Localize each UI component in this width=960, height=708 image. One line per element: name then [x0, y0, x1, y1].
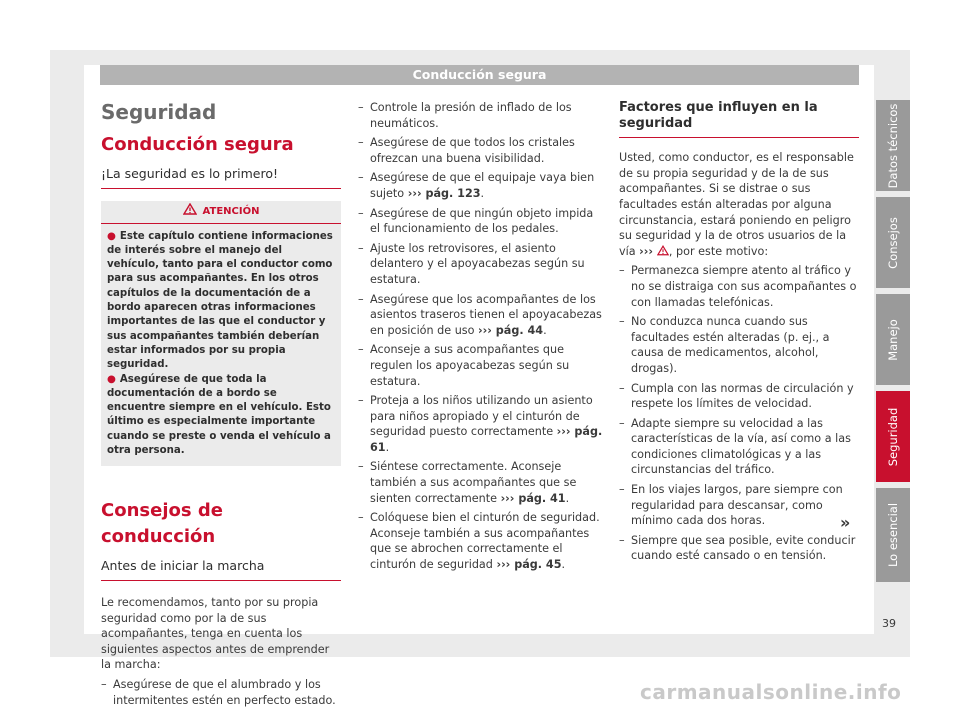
page-reference-link[interactable] — [408, 187, 481, 200]
list-item: – Asegúrese que los acompañantes de los asientos traseros tienen el apoyacabezas en posición de uso ››› pág. 44. — [358, 292, 602, 337]
section-title: Seguridad — [101, 100, 217, 124]
tab-seguridad[interactable] — [876, 391, 910, 482]
list-item — [619, 381, 859, 412]
dash-icon: – — [619, 416, 625, 430]
dash-icon: – — [358, 394, 364, 408]
dash-icon: – — [358, 343, 364, 357]
warning-body — [101, 224, 341, 459]
ref-arrow-icon: ››› — [556, 425, 571, 439]
list-item-text: Siempre que sea posible, evite conducir cuando esté cansado o en tensión. — [631, 533, 856, 563]
list-item — [619, 416, 859, 478]
dash-icon: – — [619, 315, 625, 329]
dash-icon: – — [358, 511, 364, 525]
list-item-text: Cumpla con las normas de circulación y respete los límites de velocidad. — [631, 381, 854, 411]
warning-box — [101, 201, 341, 467]
column-middle — [358, 100, 603, 573]
dash-icon: – — [358, 241, 364, 255]
list-item — [619, 314, 859, 376]
list-item-text: Asegúrese que los acompañantes de los asientos traseros tienen el apoyacabezas en posición de uso — [370, 292, 602, 337]
warning-item — [107, 373, 335, 459]
list-item: – Siéntese correctamente. Aconseje también a sus acompañantes que se sienten correctamente ››› pág. 41. — [358, 460, 577, 505]
list-item — [358, 241, 603, 288]
list-item — [358, 100, 603, 131]
column-left — [101, 98, 341, 708]
dash-icon: – — [358, 101, 364, 114]
page-reference-link[interactable] — [501, 492, 566, 505]
page-reference: pág. 123 — [425, 186, 481, 200]
tips-title: Consejos de conducción — [101, 500, 223, 548]
tab-manejo[interactable] — [876, 294, 910, 385]
dash-icon: – — [619, 381, 625, 395]
dash-icon: – — [619, 264, 625, 278]
dash-icon: – — [358, 460, 364, 474]
dash-icon: – — [101, 677, 107, 691]
list-item — [619, 482, 859, 529]
watermark: carmanualsonline.info — [640, 680, 902, 704]
list-item-text: Asegúrese de que el alumbrado y los intermitentes estén en perfecto estado. — [113, 677, 336, 707]
ref-arrow-icon: ››› — [500, 491, 515, 505]
warning-label: ATENCIÓN — [202, 205, 260, 217]
list-item-text: Colóquese bien el cinturón de seguridad. Aconseje también a sus acompañantes que se abrochen correctamente el cinturón de seguridad — [370, 511, 600, 572]
dash-icon: – — [358, 292, 364, 306]
bullet-icon: ● — [107, 373, 116, 385]
factors-intro-text: , por este motivo: — [668, 244, 769, 258]
list-item — [619, 533, 859, 564]
dash-icon: – — [358, 171, 364, 185]
list-item — [358, 342, 603, 389]
tab-lo-esencial[interactable] — [876, 488, 910, 582]
dash-icon: – — [619, 483, 625, 497]
tab-label: Lo esencial — [886, 502, 900, 568]
ref-arrow-icon: ››› — [639, 244, 653, 258]
page-reference: pág. 44 — [495, 323, 544, 337]
tips-heading: Antes de iniciar la marcha — [101, 558, 341, 581]
dash-icon: – — [619, 533, 625, 547]
tips-intro: Le recomendamos, tanto por su propia seguridad como por la de sus acompañantes, tenga en cuenta los siguientes aspectos antes de emprender la marcha: — [101, 595, 330, 672]
page-number: 39 — [882, 617, 896, 630]
tab-label: Consejos — [886, 216, 900, 269]
topic-heading: ¡La seguridad es lo primero! — [101, 166, 341, 189]
list-item-text: En los viajes largos, pare siempre con regularidad para descansar, como mínimo cada dos horas. — [631, 483, 843, 528]
list-item-text: Siéntese correctamente. Aconseje también a sus acompañantes que se sienten correctamente — [370, 460, 577, 505]
list-item-text: Permanezca siempre atento al tráfico y no se distraiga con sus acompañantes o con llamadas telefónicas. — [631, 264, 857, 309]
factors-intro — [619, 150, 859, 259]
list-item-text: Controle la presión de inflado de los neumáticos. — [370, 101, 572, 130]
factors-intro-text: Usted, como conductor, es el responsable de su propia seguridad y de la de sus acompañantes. Si se distrae o sus facultades están alteradas por alguna circunstancia, estará poniendo en peligro su seguridad y la de otros usuarios de la vía — [619, 151, 854, 258]
tab-label: Seguridad — [886, 407, 900, 466]
ref-arrow-icon: ››› — [496, 558, 511, 572]
warning-item — [107, 230, 335, 373]
warning-triangle-icon — [657, 245, 669, 256]
ref-arrow-icon: ››› — [478, 323, 492, 337]
page-reference-link[interactable] — [496, 558, 561, 571]
list-item-text: Proteja a los niños utilizando un asiento para niños apropiado y el cinturón de seguridad puesto correctamente — [370, 394, 593, 439]
continue-icon: » — [840, 513, 851, 532]
warning-header — [101, 201, 341, 224]
list-item-text: No conduzca nunca cuando sus facultades estén alteradas (p. ej., a causa de medicamentos, alcohol, drogas). — [631, 315, 830, 375]
list-item: – Proteja a los niños utilizando un asiento para niños apropiado y el cinturón de seguridad puesto correctamente ››› pág. 61. — [358, 394, 603, 454]
page-reference: pág. 45 — [514, 558, 562, 572]
warning-reference-link[interactable] — [639, 245, 669, 258]
dash-icon: – — [358, 206, 364, 220]
tab-datos-tecnicos[interactable] — [876, 100, 910, 191]
tab-label: Manejo — [886, 318, 900, 361]
list-item — [619, 263, 859, 310]
page-reference: pág. 61 — [370, 425, 603, 454]
list-item-text: Asegúrese de que todos los cristales ofrezcan una buena visibilidad. — [370, 136, 575, 165]
list-item-text: Aconseje a sus acompañantes que regulen los apoyacabezas según su estatura. — [370, 343, 570, 388]
list-item-text: Asegúrese de que ningún objeto impida el funcionamiento de los pedales. — [370, 206, 594, 236]
factors-heading: Factores que influyen en la seguridad — [619, 100, 859, 138]
column-right — [619, 100, 859, 564]
bullet-icon: ● — [107, 230, 116, 242]
page-reference: pág. 41 — [518, 491, 566, 505]
tab-consejos[interactable] — [876, 197, 910, 288]
dash-icon: – — [358, 136, 364, 150]
tab-label: Datos técnicos — [886, 103, 900, 188]
list-item — [101, 677, 341, 708]
list-item-text: Ajuste los retrovisores, el asiento delantero y el apoyacabezas según su estatura. — [370, 241, 585, 286]
list-item: – Colóquese bien el cinturón de seguridad. Aconseje también a sus acompañantes que se abrochen correctamente el cinturón de seguridad ››› pág. 45. — [358, 511, 600, 572]
list-item-text: Asegúrese de que el equipaje vaya bien sujeto — [370, 171, 595, 200]
list-item: – Asegúrese de que el equipaje vaya bien sujeto ››› pág. 123. — [358, 171, 595, 200]
ref-arrow-icon: ››› — [407, 186, 422, 200]
warning-triangle-icon — [183, 203, 197, 215]
running-header: Conducción segura — [100, 65, 859, 85]
warning-item-text: Asegúrese de que toda la documentación de a bordo se encuentre siempre en el vehículo. Esto último es especialmente importante cuando se preste o venda el vehículo a otra persona. — [107, 373, 331, 457]
page-reference-link[interactable] — [478, 324, 543, 337]
warning-item-text: Este capítulo contiene informaciones de interés sobre el manejo del vehículo, tanto para el conductor como para sus acompañantes. En los otros capítulos de la documentación de a bordo aparecen otras informaciones importantes de las que el conductor y sus acompañantes también deberían estar informados por su propia seguridad. — [107, 230, 333, 371]
list-item-text: Adapte siempre su velocidad a las características de la vía, así como a las condiciones climatológicas y a las circunstancias del tráfico. — [631, 416, 851, 477]
list-item — [358, 206, 603, 237]
subsection-title: Conducción segura — [101, 134, 294, 155]
list-item — [358, 135, 603, 166]
